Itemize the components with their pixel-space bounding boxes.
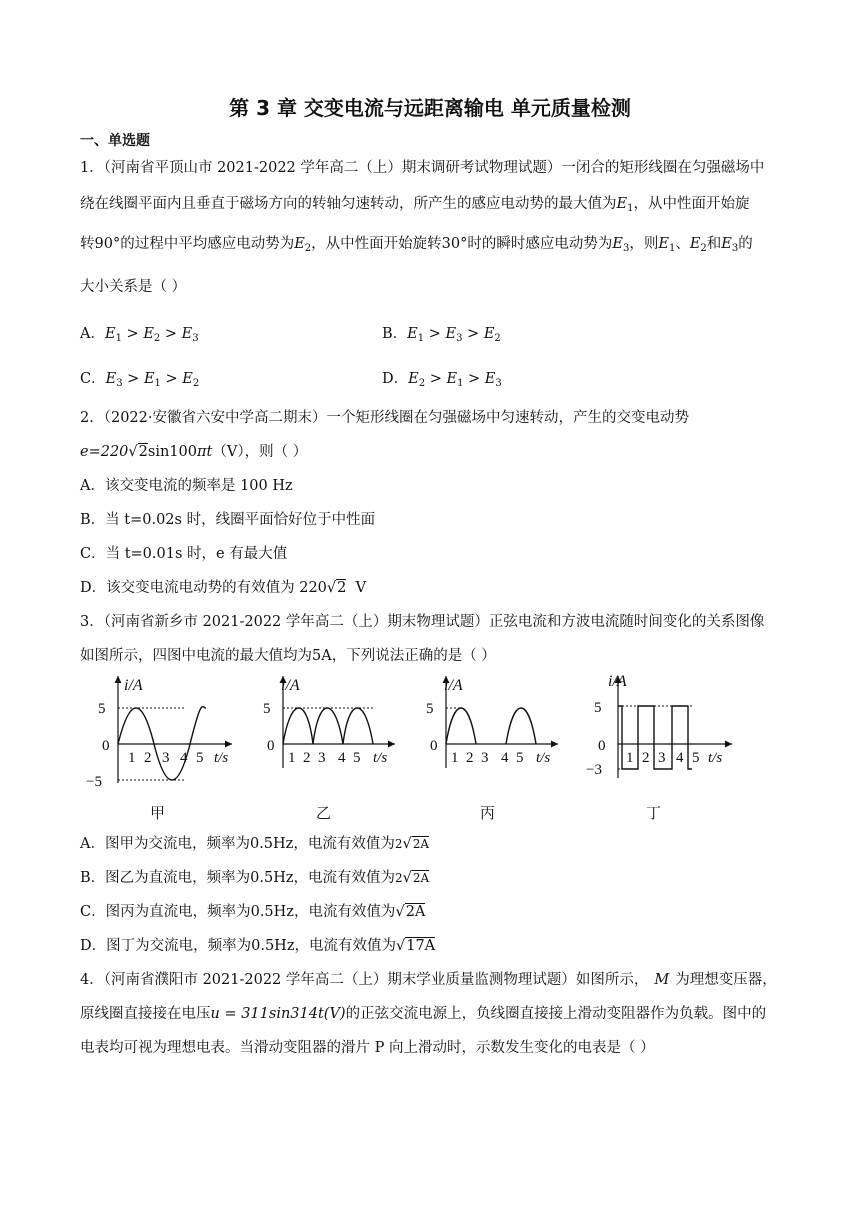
page-title: 第 3 章 交变电流与远距离输电 单元质量检测 — [229, 96, 631, 120]
half-wave-1 — [446, 708, 476, 744]
x-tick-4: 4 — [501, 750, 509, 766]
chart-label-bing: 丙 — [480, 804, 496, 822]
half-wave-2 — [506, 708, 536, 744]
x-tick-1: 1 — [451, 750, 459, 766]
x-tick-4: 4 — [676, 750, 684, 766]
x-tick-1: 1 — [288, 750, 296, 766]
q3-line-1: 3．（河南省新乡市 2021-2022 学年高二（上）期末物理试题）正弦电流和方波电流随时间变化的关系图像 — [80, 614, 765, 630]
y-tick-0: 0 — [102, 738, 110, 754]
y-axis-label: i/A — [444, 677, 463, 694]
q3-option-b: B．图乙为直流电，频率为0.5Hz，电流有效值为2√2A — [80, 870, 430, 886]
q2-option-d: D．该交变电流电动势的有效值为 220√2 V — [80, 580, 367, 596]
q1-option-c: C．$E_3 > E_1 > E_2$ — [80, 371, 200, 389]
q2-option-c: C．当 t=0.01s 时，e 有最大值 — [80, 546, 288, 562]
x-axis-label: t/s — [708, 750, 723, 766]
y-axis-label: i/A — [124, 677, 143, 694]
x-tick-3: 3 — [318, 750, 326, 766]
y-tick-neg5: −5 — [86, 774, 102, 790]
q4-line-1: 4．（河南省濮阳市 2021-2022 学年高二（上）期末学业质量监测物理试题）如图所示， M 为理想变压器， — [80, 972, 777, 988]
x-tick-5: 5 — [516, 750, 524, 766]
q1-line-1: 1．（河南省平顶山市 2021-2022 学年高二（上）期末调研考试物理试题）一闭合的矩形线圈在匀强磁场中 — [80, 160, 765, 176]
x-tick-2: 2 — [144, 750, 152, 766]
x-tick-1: 1 — [128, 750, 136, 766]
y-tick-0: 0 — [267, 738, 275, 754]
y-axis-label: i/A — [608, 673, 627, 690]
sine-curve — [118, 707, 206, 780]
q3-option-d: D．图丁为交流电，频率为0.5Hz，电流有效值为√17A — [80, 938, 436, 954]
y-axis-label: i/A — [281, 677, 300, 694]
x-tick-2: 2 — [303, 750, 311, 766]
q2-line-1: 2．（2022·安徽省六安中学高二期末）一个矩形线圈在匀强磁场中匀速转动，产生的交变电动势 — [80, 410, 689, 426]
x-tick-2: 2 — [642, 750, 650, 766]
q4-line-2: 原线圈直接接在电压u = 311sin314t(V)的正弦交流电源上，负线圈直接接上滑动变阻器作为负载。图中的 — [80, 1006, 767, 1022]
section-heading: 一、单选题 — [80, 133, 150, 149]
chart-jia — [80, 668, 245, 798]
q1-line-2: 绕在线圈平面内且垂直于磁场方向的转轴匀速转动，所产生的感应电动势的最大值为$E_1$，从中性面开始旋 — [80, 196, 750, 214]
x-tick-1: 1 — [626, 750, 634, 766]
q3-option-a: A．图甲为交流电，频率为0.5Hz，电流有效值为2√2A — [80, 836, 430, 852]
q1-line-3: 转90°的过程中平均感应电动势为$E_2$，从中性面开始旋转30°时的瞬时感应电动势为$E_3$，则$E_1$、$E_2$和$E_3$的 — [80, 236, 753, 254]
chart-ding — [582, 668, 742, 798]
x-axis-label: t/s — [373, 750, 388, 766]
x-tick-3: 3 — [162, 750, 170, 766]
q2-line-2: e=220√2sin100πt（V），则（ ） — [80, 444, 308, 460]
x-tick-5: 5 — [353, 750, 361, 766]
chart-bing — [418, 668, 568, 798]
chart-yi — [255, 668, 405, 798]
chart-label-jia: 甲 — [150, 804, 166, 822]
y-tick-5: 5 — [594, 700, 602, 716]
x-tick-4: 4 — [180, 750, 188, 766]
y-tick-5: 5 — [263, 701, 271, 717]
q1-option-b: B．$E_1 > E_3 > E_2$ — [382, 326, 501, 344]
x-tick-4: 4 — [338, 750, 346, 766]
q4-line-3: 电表均可视为理想电表。当滑动变阻器的滑片 P 向上滑动时，示数发生变化的电表是（ ） — [80, 1040, 655, 1056]
x-axis-label: t/s — [214, 750, 229, 766]
q1-line-4: 大小关系是（ ） — [80, 279, 187, 295]
x-tick-2: 2 — [466, 750, 474, 766]
x-tick-5: 5 — [196, 750, 204, 766]
q1-option-d: D．$E_2 > E_1 > E_3$ — [382, 371, 502, 389]
y-tick-0: 0 — [430, 738, 438, 754]
q3-option-c: C．图丙为直流电，频率为0.5Hz，电流有效值为√2A — [80, 904, 426, 920]
q2-option-b: B．当 t=0.02s 时，线圈平面恰好位于中性面 — [80, 512, 376, 528]
chart-label-ding: 丁 — [646, 804, 662, 822]
x-axis-label: t/s — [536, 750, 551, 766]
x-tick-3: 3 — [658, 750, 666, 766]
rectified-curve — [283, 708, 373, 744]
q3-line-2: 如图所示，四图中电流的最大值均为5A，下列说法正确的是（ ） — [80, 648, 496, 664]
x-tick-3: 3 — [481, 750, 489, 766]
y-tick-0: 0 — [598, 738, 606, 754]
q1-option-a: A．$E_1 > E_2 > E_3$ — [80, 326, 199, 344]
x-tick-5: 5 — [692, 750, 700, 766]
chart-label-yi: 乙 — [316, 804, 332, 822]
q2-option-a: A．该交变电流的频率是 100 Hz — [80, 478, 293, 494]
y-tick-5: 5 — [98, 701, 106, 717]
y-tick-5: 5 — [426, 701, 434, 717]
y-tick-neg3: −3 — [586, 762, 602, 778]
